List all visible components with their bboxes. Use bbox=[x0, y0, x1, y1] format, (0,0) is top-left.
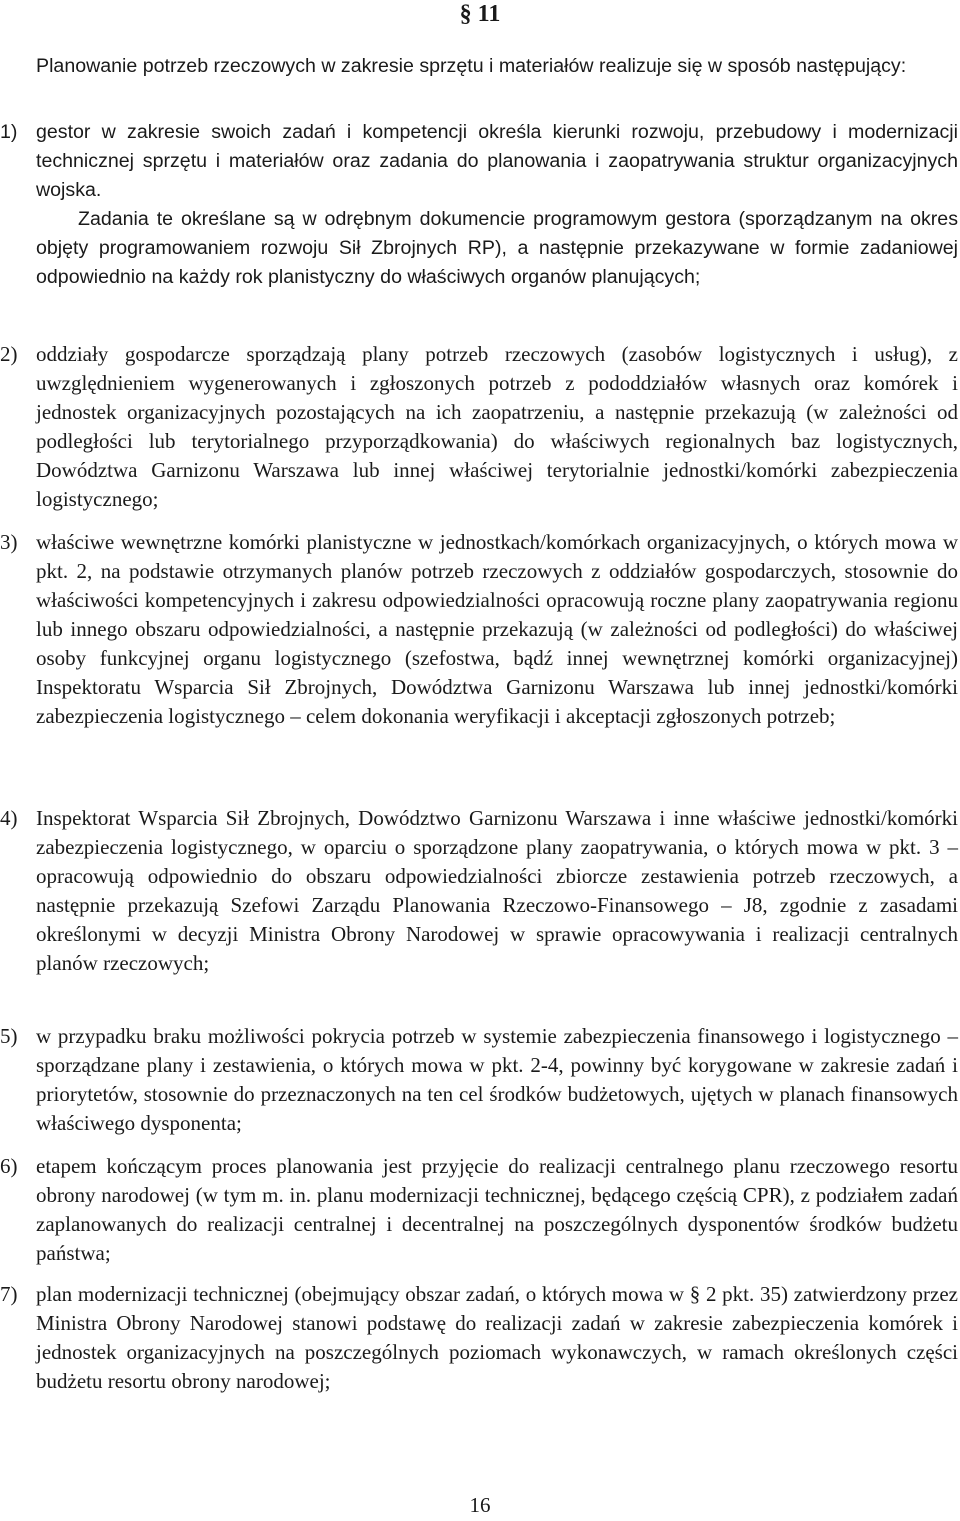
list-item-number: 1) bbox=[0, 121, 18, 143]
list-item-number: 3) bbox=[0, 530, 18, 554]
list-item-number: 7) bbox=[0, 1282, 18, 1306]
list-item-5 bbox=[0, 1022, 958, 1138]
list-item-6 bbox=[0, 1152, 958, 1268]
list-item-number: 6) bbox=[0, 1154, 18, 1178]
list-item-text: plan modernizacji technicznej (obejmujący obszar zadań, o których mowa w § 2 pkt. 35) zatwierdzony przez Ministra Obrony Narodowej stanowi podstawę do realizacji zadań w zakresie zabezpieczenia komórek i jednostek organizacyjnych na poszczególnych poziomach wykonawczych, w ramach określonych części budżetu resortu obrony narodowej; bbox=[36, 1282, 958, 1393]
list-item-3 bbox=[0, 528, 958, 731]
list-item-text: w przypadku braku możliwości pokrycia potrzeb w systemie zabezpieczenia finansowego i logistycznego – sporządzane plany i zestawienia, o których mowa w pkt. 2-4, powinny być korygowane w zakresie zadań i priorytetów, stosownie do przeznaczonych na ten cel środków budżetowych, ujętych w planach finansowych właściwego dysponenta; bbox=[36, 1024, 958, 1135]
intro-paragraph: Planowanie potrzeb rzeczowych w zakresie sprzętu i materiałów realizuje się w sposób następujący: bbox=[36, 55, 907, 77]
list-item-2 bbox=[0, 340, 958, 514]
list-item-text: etapem kończącym proces planowania jest przyjęcie do realizacji centralnego planu rzeczowego resortu obrony narodowej (w tym m. in. planu modernizacji technicznej, będącego częścią CPR), z podziałem zadań zaplanowanych do realizacji centralnej i decentralnej na poszczególnych dysponentów środków budżetu państwa; bbox=[36, 1154, 958, 1265]
list-item-number: 4) bbox=[0, 806, 18, 830]
list-item-text: oddziały gospodarcze sporządzają plany potrzeb rzeczowych (zasobów logistycznych i usług), z uwzględnieniem wygenerowanych i zgłoszonych potrzeb z pododdziałów własnych oraz komórek i jednostek organizacyjnych pozostających na ich zaopatrzeniu, a następnie przekazują (w zależności od podległości lub terytorialnego przyporządkowania) do właściwych regionalnych baz logistycznych, Dowództwa Garnizonu Warszawa lub innej właściwej terytorialnie jednostki/komórki zabezpieczenia logistycznego; bbox=[36, 342, 958, 511]
list-item-text: właściwe wewnętrzne komórki planistyczne w jednostkach/komórkach organizacyjnych, o których mowa w pkt. 2, na podstawie otrzymanych planów potrzeb rzeczowych z oddziałów gospodarczych, stosownie do właściwości kompetencyjnych i zakresu odpowiedzialności opracowują roczne plany zaopatrywania regionu lub innego obszaru odpowiedzialności, a następnie przekazują (w zależności od podległości) do właściwej osoby funkcyjnej organu logistycznego (szefostwa, bądź innej wewnętrznej komórki organizacyjnej) Inspektoratu Wsparcia Sił Zbrojnych, Dowództwa Garnizonu Warszawa lub innej jednostki/komórki zabezpieczenia logistycznego – celem dokonania weryfikacji i akceptacji zgłoszonych potrzeb; bbox=[36, 530, 958, 728]
list-item-4 bbox=[0, 804, 958, 978]
list-item-7 bbox=[0, 1280, 958, 1396]
list-item-text: Inspektorat Wsparcia Sił Zbrojnych, Dowództwo Garnizonu Warszawa i inne właściwe jednostki/komórki zabezpieczenia logistycznego, w oparciu o sporządzone plany zaopatrywania, o których mowa w pkt. 3 – opracowują odpowiednio do obszaru odpowiedzialności zbiorcze zestawienia potrzeb rzeczowych, a następnie przekazują Szefowi Zarządu Planowania Rzeczowo-Finansowego – J8, zgodnie z zasadami określonymi w decyzji Ministra Obrony Narodowej w sprawie opracowywania i realizacji centralnych planów rzeczowych; bbox=[36, 806, 958, 975]
list-item-number: 2) bbox=[0, 342, 18, 366]
list-item-text: gestor w zakresie swoich zadań i kompetencji określa kierunki rozwoju, przebudowy i modernizacji technicznej sprzętu i materiałów oraz zadania do planowania i zaopatrywania struktur organizacyjnych wojska. bbox=[36, 121, 958, 201]
section-heading: § 11 bbox=[459, 1, 501, 27]
page-number: 16 bbox=[469, 1493, 491, 1517]
list-item-number: 5) bbox=[0, 1024, 18, 1048]
list-item-text-continued: Zadania te określane są w odrębnym dokumencie programowym gestora (sporządzanym na okres objęty programowaniem rozwoju Sił Zbrojnych RP), a następnie przekazywane w formie zadaniowej odpowiednio na każdy rok planistyczny do właściwych organów planujących; bbox=[36, 208, 958, 288]
list-item-1 bbox=[0, 118, 958, 292]
